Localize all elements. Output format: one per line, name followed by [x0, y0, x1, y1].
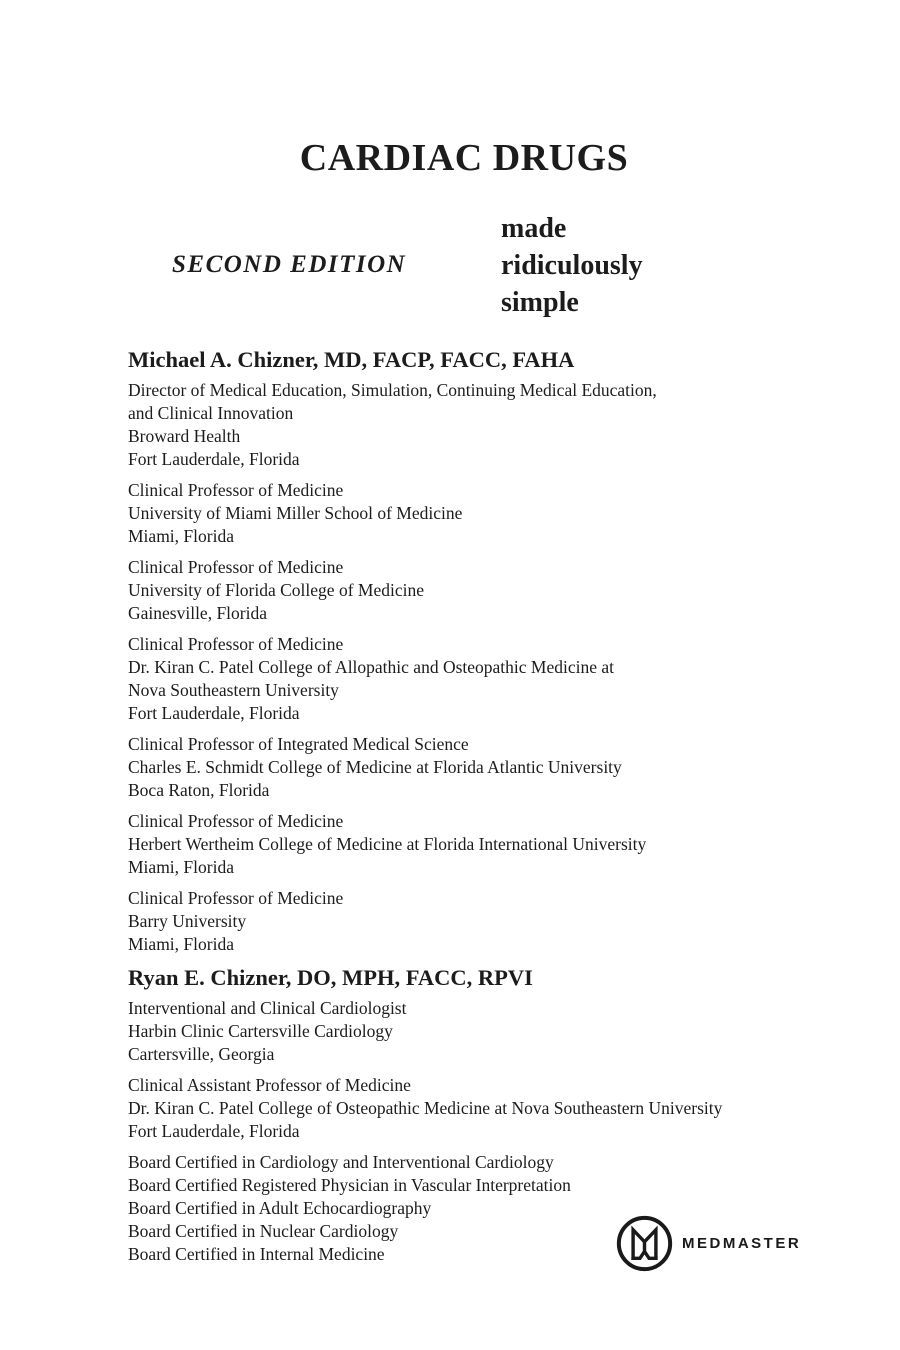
book-title: CARDIAC DRUGS [299, 137, 629, 179]
affiliation-line: Clinical Professor of Medicine [128, 888, 344, 908]
author-name: Ryan E. Chizner, DO, MPH, FACC, RPVI [128, 965, 533, 990]
edition-label: SECOND EDITION [172, 251, 407, 278]
book-subtitle [501, 210, 643, 321]
affiliation-line: Clinical Professor of Medicine [128, 634, 344, 654]
subtitle-line: ridiculously [501, 250, 643, 281]
affiliation-line: Board Certified in Internal Medicine [128, 1244, 385, 1264]
affiliation-line: Board Certified in Cardiology and Interventional Cardiology [128, 1152, 554, 1172]
affiliation-line: Dr. Kiran C. Patel College of Allopathic and Osteopathic Medicine at [128, 657, 614, 677]
affiliation-line: Cartersville, Georgia [128, 1044, 275, 1064]
affiliation-block [128, 479, 818, 548]
affiliation-line: Gainesville, Florida [128, 603, 268, 623]
affiliation-block [128, 887, 818, 956]
affiliation-line: Miami, Florida [128, 857, 234, 877]
affiliation-line: Clinical Assistant Professor of Medicine [128, 1075, 411, 1095]
author-name: Michael A. Chizner, MD, FACP, FACC, FAHA [128, 347, 575, 372]
affiliation-line: Board Certified in Nuclear Cardiology [128, 1221, 399, 1241]
affiliation-block [128, 379, 818, 471]
affiliation-block [128, 1074, 818, 1143]
affiliation-block [128, 733, 818, 802]
subtitle-line: simple [501, 287, 579, 318]
affiliation-line: Miami, Florida [128, 526, 234, 546]
affiliation-line: Harbin Clinic Cartersville Cardiology [128, 1021, 393, 1041]
affiliation-line: University of Miami Miller School of Medicine [128, 503, 463, 523]
affiliation-line: Charles E. Schmidt College of Medicine at Florida Atlantic University [128, 757, 622, 777]
affiliation-line: Barry University [128, 911, 247, 931]
publisher-block [616, 1215, 801, 1272]
affiliation-line: Interventional and Clinical Cardiologist [128, 998, 407, 1018]
affiliation-line: and Clinical Innovation [128, 403, 294, 423]
affiliation-line: Boca Raton, Florida [128, 780, 270, 800]
subtitle-line: made [501, 213, 567, 244]
affiliation-line: Dr. Kiran C. Patel College of Osteopathic Medicine at Nova Southeastern University [128, 1098, 723, 1118]
affiliation-line: Board Certified Registered Physician in Vascular Interpretation [128, 1175, 571, 1195]
affiliation-line: Clinical Professor of Medicine [128, 480, 344, 500]
affiliation-block [128, 556, 818, 625]
author-block [128, 346, 818, 956]
affiliation-line: Fort Lauderdale, Florida [128, 1121, 300, 1141]
affiliation-block [128, 997, 818, 1066]
affiliation-line: Clinical Professor of Medicine [128, 811, 344, 831]
affiliation-line: Clinical Professor of Integrated Medical Science [128, 734, 469, 754]
affiliation-line: Clinical Professor of Medicine [128, 557, 344, 577]
affiliation-line: Herbert Wertheim College of Medicine at Florida International University [128, 834, 647, 854]
medmaster-monogram-icon [616, 1215, 673, 1272]
authors-section [128, 346, 818, 1274]
publisher-name: MEDMASTER [682, 1235, 802, 1252]
affiliation-line: Fort Lauderdale, Florida [128, 703, 300, 723]
affiliation-block [128, 810, 818, 879]
affiliation-line: Miami, Florida [128, 934, 234, 954]
affiliation-line: Board Certified in Adult Echocardiography [128, 1198, 432, 1218]
affiliation-line: Fort Lauderdale, Florida [128, 449, 300, 469]
affiliation-line: Broward Health [128, 426, 241, 446]
affiliation-line: University of Florida College of Medicine [128, 580, 424, 600]
affiliation-line: Director of Medical Education, Simulation, Continuing Medical Education, [128, 380, 657, 400]
affiliation-block [128, 633, 818, 725]
affiliation-line: Nova Southeastern University [128, 680, 339, 700]
